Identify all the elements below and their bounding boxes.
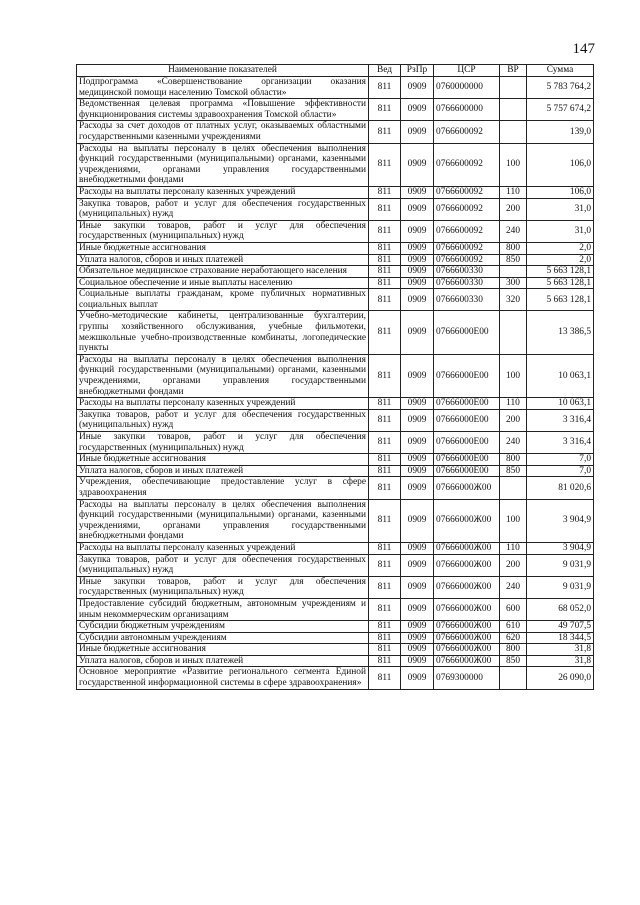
- table-row: [77, 632, 594, 644]
- cell-name: Уплата налогов, сборов и иных платежей: [77, 254, 369, 266]
- cell-ved: 811: [369, 409, 401, 431]
- cell-name: Закупка товаров, работ и услуг для обеспечения государственных (муниципальных) нужд: [77, 198, 369, 220]
- cell-rzpr: 0909: [401, 186, 434, 198]
- cell-rzpr: 0909: [401, 465, 434, 477]
- cell-name: Иные бюджетные ассигнования: [77, 242, 369, 254]
- cell-sum: 9 031,9: [527, 576, 594, 598]
- cell-rzpr: 0909: [401, 121, 434, 143]
- cell-rzpr: 0909: [401, 621, 434, 633]
- table-row: [77, 186, 594, 198]
- cell-ved: 811: [369, 354, 401, 397]
- cell-csr: 0766600330: [434, 277, 500, 289]
- cell-rzpr: 0909: [401, 667, 434, 689]
- cell-csr: 07666000Ж00: [434, 632, 500, 644]
- cell-rzpr: 0909: [401, 354, 434, 397]
- cell-vr: [500, 477, 527, 499]
- cell-ved: 811: [369, 99, 401, 121]
- cell-name: Иные закупки товаров, работ и услуг для обеспечения государственных (муниципальных) нужд: [77, 220, 369, 242]
- table-header-row: [77, 65, 594, 77]
- cell-vr: [500, 667, 527, 689]
- cell-ved: 811: [369, 198, 401, 220]
- cell-vr: 240: [500, 432, 527, 454]
- cell-csr: 0766600092: [434, 121, 500, 143]
- table-row: [77, 99, 594, 121]
- cell-name: Предоставление субсидий бюджетным, автономным учреждениям и иным некоммерческим организациям: [77, 598, 369, 620]
- table-row: [77, 198, 594, 220]
- cell-rzpr: 0909: [401, 289, 434, 311]
- cell-csr: 0766600092: [434, 143, 500, 186]
- cell-sum: 3 904,9: [527, 542, 594, 554]
- cell-name: Учебно-методические кабинеты, централизованные бухгалтерии, группы хозяйственного обслуживания, учебные фильмотеки, межшкольные учебно-производственные комбинаты, логопедические пункты: [77, 311, 369, 354]
- cell-sum: 3 904,9: [527, 499, 594, 542]
- cell-sum: 2,0: [527, 242, 594, 254]
- cell-rzpr: 0909: [401, 499, 434, 542]
- cell-vr: 240: [500, 220, 527, 242]
- cell-ved: 811: [369, 499, 401, 542]
- cell-ved: 811: [369, 143, 401, 186]
- cell-sum: 106,0: [527, 186, 594, 198]
- cell-csr: 07666000Ж00: [434, 542, 500, 554]
- cell-sum: 10 063,1: [527, 354, 594, 397]
- cell-rzpr: 0909: [401, 220, 434, 242]
- table-row: [77, 554, 594, 576]
- cell-sum: 2,0: [527, 254, 594, 266]
- cell-csr: 0769300000: [434, 667, 500, 689]
- cell-csr: 0766600000: [434, 99, 500, 121]
- table-row: [77, 254, 594, 266]
- cell-csr: 07666000Ж00: [434, 621, 500, 633]
- table-row: [77, 499, 594, 542]
- cell-rzpr: 0909: [401, 266, 434, 278]
- cell-name: Учреждения, обеспечивающие предоставление услуг в сфере здравоохранения: [77, 477, 369, 499]
- header-ved: Вед: [369, 65, 401, 77]
- cell-name: Основное мероприятие «Развитие регионального сегмента Единой государственной информационной системы в сфере здравоохранения»: [77, 667, 369, 689]
- table-body: [77, 77, 594, 690]
- table-row: [77, 576, 594, 598]
- cell-name: Уплата налогов, сборов и иных платежей: [77, 655, 369, 667]
- cell-vr: 800: [500, 454, 527, 466]
- cell-sum: 7,0: [527, 454, 594, 466]
- cell-vr: 110: [500, 186, 527, 198]
- cell-vr: 110: [500, 542, 527, 554]
- table-row: [77, 143, 594, 186]
- cell-rzpr: 0909: [401, 254, 434, 266]
- header-rzpr: РзПр: [401, 65, 434, 77]
- cell-ved: 811: [369, 121, 401, 143]
- cell-name: Закупка товаров, работ и услуг для обеспечения государственных (муниципальных) нужд: [77, 409, 369, 431]
- cell-name: Субсидии автономным учреждениям: [77, 632, 369, 644]
- cell-name: Расходы на выплаты персоналу в целях обеспечения выполнения функций государственными (муниципальными) органами, казенными учреждениями, органами управления государственными внебюджетными фондами: [77, 499, 369, 542]
- cell-vr: [500, 77, 527, 99]
- cell-ved: 811: [369, 644, 401, 656]
- cell-csr: 0766600092: [434, 186, 500, 198]
- cell-csr: 0766600330: [434, 289, 500, 311]
- cell-sum: 31,0: [527, 220, 594, 242]
- cell-csr: 07666000Е00: [434, 311, 500, 354]
- cell-rzpr: 0909: [401, 655, 434, 667]
- cell-sum: 18 344,5: [527, 632, 594, 644]
- cell-sum: 9 031,9: [527, 554, 594, 576]
- cell-vr: [500, 99, 527, 121]
- cell-vr: 800: [500, 644, 527, 656]
- cell-csr: 0760000000: [434, 77, 500, 99]
- table-row: [77, 266, 594, 278]
- table-row: [77, 598, 594, 620]
- cell-rzpr: 0909: [401, 409, 434, 431]
- cell-ved: 811: [369, 454, 401, 466]
- cell-csr: 07666000Ж00: [434, 554, 500, 576]
- cell-ved: 811: [369, 477, 401, 499]
- cell-csr: 07666000Е00: [434, 354, 500, 397]
- cell-vr: 240: [500, 576, 527, 598]
- cell-sum: 106,0: [527, 143, 594, 186]
- cell-csr: 07666000Ж00: [434, 598, 500, 620]
- cell-vr: 100: [500, 143, 527, 186]
- cell-ved: 811: [369, 465, 401, 477]
- cell-csr: 0766600092: [434, 198, 500, 220]
- header-name: Наименование показателей: [77, 65, 369, 77]
- cell-csr: 0766600330: [434, 266, 500, 278]
- cell-rzpr: 0909: [401, 198, 434, 220]
- cell-rzpr: 0909: [401, 598, 434, 620]
- cell-name: Иные закупки товаров, работ и услуг для обеспечения государственных (муниципальных) нужд: [77, 576, 369, 598]
- cell-ved: 811: [369, 289, 401, 311]
- cell-name: Иные бюджетные ассигнования: [77, 644, 369, 656]
- cell-csr: 07666000Ж00: [434, 499, 500, 542]
- cell-name: Субсидии бюджетным учреждениям: [77, 621, 369, 633]
- cell-ved: 811: [369, 77, 401, 99]
- cell-rzpr: 0909: [401, 576, 434, 598]
- cell-ved: 811: [369, 266, 401, 278]
- cell-ved: 811: [369, 667, 401, 689]
- cell-name: Закупка товаров, работ и услуг для обеспечения государственных (муниципальных) нужд: [77, 554, 369, 576]
- table-row: [77, 454, 594, 466]
- table-row: [77, 121, 594, 143]
- cell-vr: [500, 121, 527, 143]
- table-row: [77, 465, 594, 477]
- cell-name: Расходы на выплаты персоналу в целях обеспечения выполнения функций государственными (муниципальными) органами, казенными учреждениями, органами управления государственными внебюджетными фондами: [77, 143, 369, 186]
- cell-rzpr: 0909: [401, 77, 434, 99]
- cell-sum: 5 757 674,2: [527, 99, 594, 121]
- cell-sum: 68 052,0: [527, 598, 594, 620]
- cell-vr: 800: [500, 242, 527, 254]
- table-row: [77, 667, 594, 689]
- cell-vr: 620: [500, 632, 527, 644]
- cell-vr: [500, 266, 527, 278]
- cell-sum: 3 316,4: [527, 432, 594, 454]
- cell-ved: 811: [369, 576, 401, 598]
- header-sum: Сумма: [527, 65, 594, 77]
- cell-name: Расходы на выплаты персоналу казенных учреждений: [77, 398, 369, 410]
- cell-csr: 07666000Ж00: [434, 655, 500, 667]
- cell-rzpr: 0909: [401, 311, 434, 354]
- cell-csr: 0766600092: [434, 242, 500, 254]
- page-number: 147: [572, 41, 595, 57]
- cell-name: Иные бюджетные ассигнования: [77, 454, 369, 466]
- cell-vr: 850: [500, 655, 527, 667]
- table-row: [77, 242, 594, 254]
- table-row: [77, 432, 594, 454]
- cell-csr: 0766600092: [434, 220, 500, 242]
- cell-sum: 49 707,5: [527, 621, 594, 633]
- cell-csr: 07666000Ж00: [434, 576, 500, 598]
- cell-vr: 200: [500, 554, 527, 576]
- cell-sum: 26 090,0: [527, 667, 594, 689]
- cell-name: Расходы на выплаты персоналу казенных учреждений: [77, 542, 369, 554]
- cell-rzpr: 0909: [401, 242, 434, 254]
- cell-rzpr: 0909: [401, 277, 434, 289]
- cell-ved: 811: [369, 398, 401, 410]
- table-row: [77, 621, 594, 633]
- cell-vr: 110: [500, 398, 527, 410]
- table-row: [77, 311, 594, 354]
- cell-csr: 07666000Е00: [434, 465, 500, 477]
- cell-rzpr: 0909: [401, 477, 434, 499]
- table-row: [77, 409, 594, 431]
- cell-name: Социальное обеспечение и иные выплаты населению: [77, 277, 369, 289]
- header-csr: ЦСР: [434, 65, 500, 77]
- table-row: [77, 277, 594, 289]
- cell-rzpr: 0909: [401, 632, 434, 644]
- cell-ved: 811: [369, 621, 401, 633]
- cell-sum: 31,8: [527, 644, 594, 656]
- cell-vr: [500, 311, 527, 354]
- cell-csr: 07666000Е00: [434, 454, 500, 466]
- cell-name: Уплата налогов, сборов и иных платежей: [77, 465, 369, 477]
- cell-vr: 100: [500, 499, 527, 542]
- cell-ved: 811: [369, 598, 401, 620]
- cell-csr: 07666000Ж00: [434, 477, 500, 499]
- cell-sum: 5 663 128,1: [527, 289, 594, 311]
- cell-rzpr: 0909: [401, 554, 434, 576]
- cell-sum: 13 386,5: [527, 311, 594, 354]
- cell-ved: 811: [369, 254, 401, 266]
- cell-rzpr: 0909: [401, 99, 434, 121]
- cell-vr: 100: [500, 354, 527, 397]
- cell-rzpr: 0909: [401, 432, 434, 454]
- cell-ved: 811: [369, 277, 401, 289]
- cell-rzpr: 0909: [401, 398, 434, 410]
- cell-name: Расходы за счет доходов от платных услуг, оказываемых областными государственными казенными учреждениями: [77, 121, 369, 143]
- cell-sum: 7,0: [527, 465, 594, 477]
- cell-vr: 850: [500, 465, 527, 477]
- cell-vr: 610: [500, 621, 527, 633]
- table-row: [77, 644, 594, 656]
- cell-vr: 300: [500, 277, 527, 289]
- cell-sum: 5 783 764,2: [527, 77, 594, 99]
- table-row: [77, 289, 594, 311]
- cell-sum: 5 663 128,1: [527, 266, 594, 278]
- cell-name: Обязательное медицинское страхование неработающего населения: [77, 266, 369, 278]
- cell-name: Подпрограмма «Совершенствование организации оказания медицинской помощи населению Томской области»: [77, 77, 369, 99]
- table-row: [77, 398, 594, 410]
- cell-vr: 200: [500, 198, 527, 220]
- cell-ved: 811: [369, 554, 401, 576]
- table-row: [77, 655, 594, 667]
- cell-sum: 81 020,6: [527, 477, 594, 499]
- cell-vr: 600: [500, 598, 527, 620]
- cell-ved: 811: [369, 432, 401, 454]
- cell-ved: 811: [369, 186, 401, 198]
- table-row: [77, 354, 594, 397]
- cell-csr: 0766600092: [434, 254, 500, 266]
- budget-table: [76, 64, 594, 690]
- cell-sum: 10 063,1: [527, 398, 594, 410]
- cell-rzpr: 0909: [401, 644, 434, 656]
- cell-csr: 07666000Е00: [434, 432, 500, 454]
- cell-rzpr: 0909: [401, 143, 434, 186]
- table-row: [77, 542, 594, 554]
- cell-ved: 811: [369, 542, 401, 554]
- cell-vr: 320: [500, 289, 527, 311]
- cell-name: Социальные выплаты гражданам, кроме публичных нормативных социальных выплат: [77, 289, 369, 311]
- cell-csr: 07666000Е00: [434, 409, 500, 431]
- cell-vr: 200: [500, 409, 527, 431]
- cell-rzpr: 0909: [401, 454, 434, 466]
- cell-sum: 3 316,4: [527, 409, 594, 431]
- cell-sum: 139,0: [527, 121, 594, 143]
- cell-name: Иные закупки товаров, работ и услуг для обеспечения государственных (муниципальных) нужд: [77, 432, 369, 454]
- table-row: [77, 477, 594, 499]
- header-vr: ВР: [500, 65, 527, 77]
- cell-name: Ведомственная целевая программа «Повышение эффективности функционирования системы здравоохранения Томской области»: [77, 99, 369, 121]
- cell-ved: 811: [369, 311, 401, 354]
- cell-csr: 07666000Ж00: [434, 644, 500, 656]
- cell-vr: 850: [500, 254, 527, 266]
- cell-sum: 5 663 128,1: [527, 277, 594, 289]
- cell-name: Расходы на выплаты персоналу казенных учреждений: [77, 186, 369, 198]
- cell-ved: 811: [369, 655, 401, 667]
- cell-name: Расходы на выплаты персоналу в целях обеспечения выполнения функций государственными (муниципальными) органами, казенными учреждениями, органами управления государственными внебюджетными фондами: [77, 354, 369, 397]
- table-row: [77, 220, 594, 242]
- cell-sum: 31,0: [527, 198, 594, 220]
- cell-ved: 811: [369, 220, 401, 242]
- table-row: [77, 77, 594, 99]
- cell-ved: 811: [369, 632, 401, 644]
- cell-ved: 811: [369, 242, 401, 254]
- cell-rzpr: 0909: [401, 542, 434, 554]
- cell-sum: 31,8: [527, 655, 594, 667]
- cell-csr: 07666000Е00: [434, 398, 500, 410]
